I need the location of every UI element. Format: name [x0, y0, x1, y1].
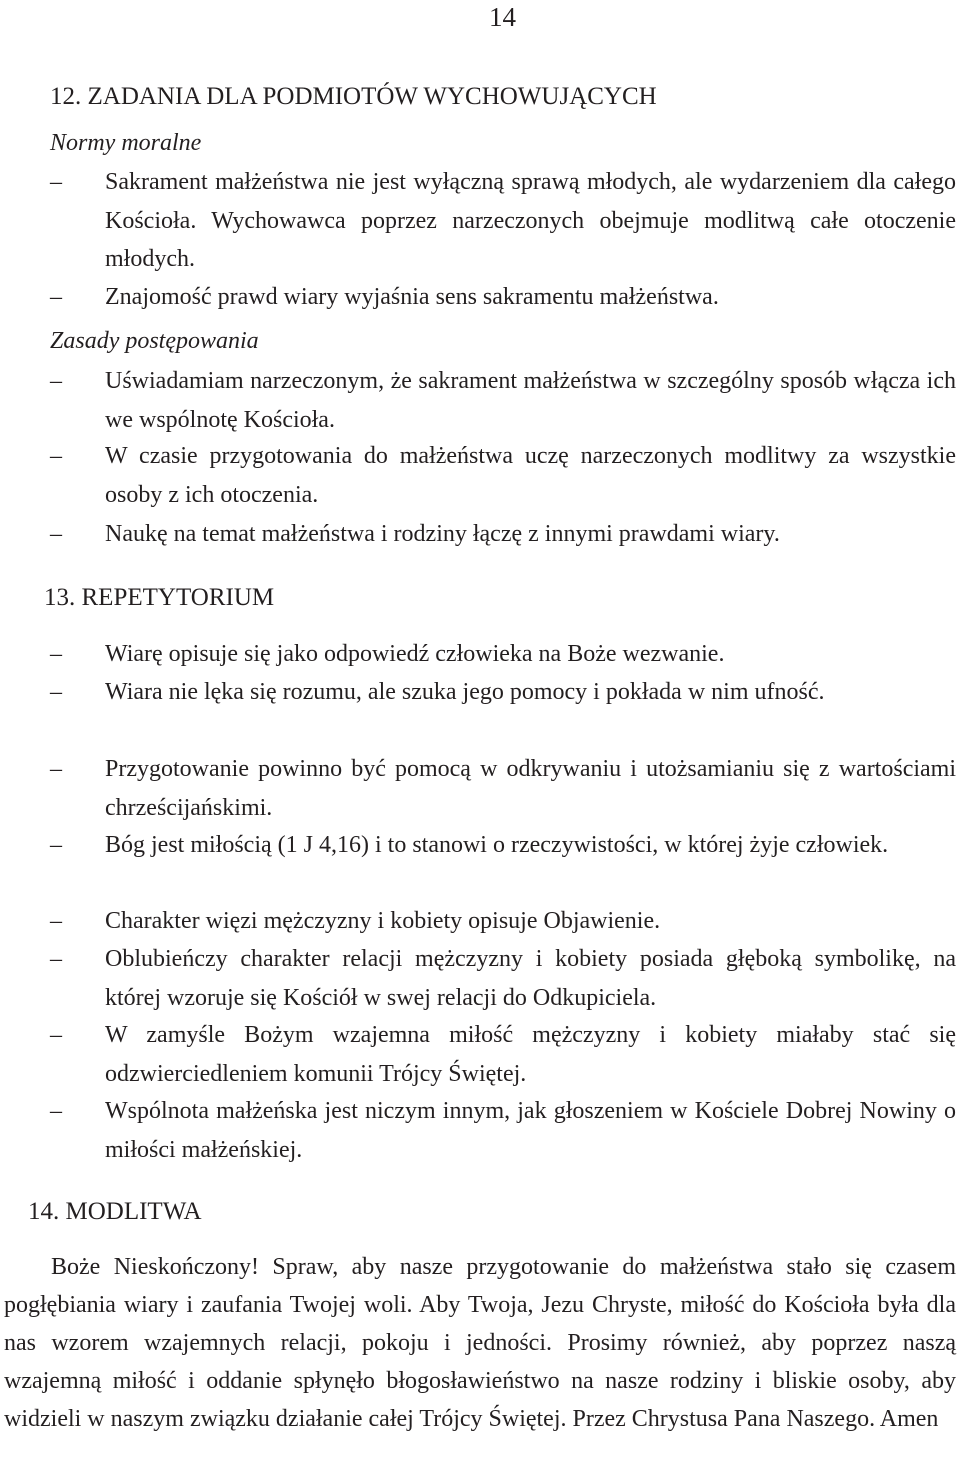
- norm-item: [50, 163, 956, 279]
- dash-bullet: –: [50, 169, 62, 195]
- repetytorium-item-text: Charakter więzi mężczyzny i kobiety opisuje Objawienie.: [105, 908, 661, 934]
- repetytorium-item: [50, 902, 956, 941]
- dash-bullet: –: [50, 284, 62, 310]
- repetytorium-item-text: Wiarę opisuje się jako odpowiedź człowieka na Boże wezwanie.: [105, 641, 725, 667]
- repetytorium-item: [50, 750, 956, 827]
- page-number: 14: [489, 2, 516, 32]
- repetytorium-item: [50, 826, 956, 865]
- repetytorium-item: [50, 1092, 956, 1169]
- repetytorium-item-text: Bóg jest miłością (1 J 4,16) i to stanowi o rzeczywistości, w której żyje człowiek.: [105, 832, 889, 858]
- dash-bullet: –: [50, 756, 62, 782]
- dash-bullet: –: [50, 1098, 62, 1124]
- repetytorium-item-text: Przygotowanie powinno być pomocą w odkrywaniu i utożsamianiu się z wartościami chrześcijańskimi.: [105, 756, 956, 821]
- norms-subheading: Normy moralne: [50, 130, 202, 156]
- repetytorium-item-text: Wspólnota małżeńska jest niczym innym, jak głoszeniem w Kościele Dobrej Nowiny o miłości małżeńskiej.: [105, 1098, 956, 1163]
- repetytorium-item-text: Oblubieńczy charakter relacji mężczyzny i kobiety posiada głęboką symbolikę, na której wzoruje się Kościół w swej relacji do Odkupiciela.: [105, 946, 956, 1011]
- section-14-heading: 14. MODLITWA: [28, 1198, 202, 1225]
- rule-item-text: Uświadamiam narzeczonym, że sakrament małżeństwa w szczególny sposób włącza ich we wspólnotę Kościoła.: [105, 368, 956, 433]
- section-13-heading: 13. REPETYTORIUM: [44, 584, 275, 611]
- repetytorium-item: [50, 940, 956, 1017]
- repetytorium-item-text: W zamyśle Bożym wzajemna miłość mężczyzny i kobiety miałaby stać się odzwierciedleniem komunii Trójcy Świętej.: [105, 1022, 956, 1087]
- repetytorium-item: [50, 673, 956, 712]
- repetytorium-item-text: Wiara nie lęka się rozumu, ale szuka jego pomocy i pokłada w nim ufność.: [105, 679, 825, 705]
- dash-bullet: –: [50, 368, 62, 394]
- rule-item-text: Naukę na temat małżeństwa i rodziny łączę z innymi prawdami wiary.: [105, 521, 780, 547]
- dash-bullet: –: [50, 521, 62, 547]
- dash-bullet: –: [50, 443, 62, 469]
- repetytorium-item: [50, 635, 956, 674]
- norm-item-text: Znajomość prawd wiary wyjaśnia sens sakramentu małżeństwa.: [105, 284, 719, 310]
- dash-bullet: –: [50, 832, 62, 858]
- rule-item: [50, 362, 956, 439]
- dash-bullet: –: [50, 1022, 62, 1048]
- dash-bullet: –: [50, 641, 62, 667]
- rule-item: [50, 437, 956, 514]
- rule-item-text: W czasie przygotowania do małżeństwa uczę narzeczonych modlitwy za wszystkie osoby z ich otoczenia.: [105, 443, 956, 508]
- dash-bullet: –: [50, 946, 62, 972]
- section-12-heading: 12. ZADANIA DLA PODMIOTÓW WYCHOWUJĄCYCH: [50, 83, 657, 110]
- norm-item-text: Sakrament małżeństwa nie jest wyłączną sprawą młodych, ale wydarzeniem dla całego Kościoła. Wychowawca poprzez narzeczonych obejmuje modlitwą całe otoczenie młodych.: [105, 169, 956, 272]
- norm-item: [50, 278, 956, 317]
- rule-item: [50, 515, 956, 554]
- dash-bullet: –: [50, 908, 62, 934]
- rules-subheading: Zasady postępowania: [50, 328, 259, 354]
- dash-bullet: –: [50, 679, 62, 705]
- prayer-text: Boże Nieskończony! Spraw, aby nasze przygotowanie do małżeństwa stało się czasem pogłębiania wiary i zaufania Twojej woli. Aby Twoja, Jezu Chryste, miłość do Kościoła była dla nas wzorem wzajemnych relacji, pokoju i jedności. Prosimy również, aby poprzez naszą wzajemną miłość i oddanie spłynęło błogosławieństwo na nasze rodziny i bliskie osoby, aby widzieli w naszym związku działanie całej Trójcy Świętej. Przez Chrystusa Pana Naszego. Amen: [4, 1254, 956, 1432]
- repetytorium-item: [50, 1016, 956, 1093]
